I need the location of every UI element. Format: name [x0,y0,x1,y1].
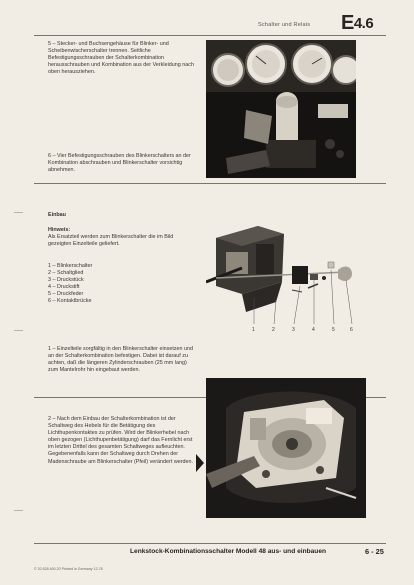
hint-title: Hinweis: [48,227,71,233]
install-step-2-text: 2 – Nach dem Einbau der Schalterkombination ist der Schaltweg des Hebels für die Betätigung des Lichthupenkontaktes zu prüfen. Wird der Blinkerhebel nach oben gezogen (Lichthupenbetätigung) darf das Fernlicht erst im letzten Drittel des gesamten Schaltweges aufleuchten. Gegebenenfalls kann der Schaltweg durch Drehen der Madenschraube am Blinkerschalter (Pfeil) verändert werden. [48,416,194,465]
photo-label: 1 [252,327,255,333]
parts-list-item: 5 – Druckfeder [48,291,84,298]
photo-label: 3 [292,327,295,333]
page-number: 6 - 25 [365,547,384,556]
footer-small-print: © 20.528.400.20 Printed in Germany 12.78 [34,567,103,571]
parts-list [48,263,198,306]
section-number: 4.6 [353,15,374,32]
photo-label: 2 [272,327,275,333]
step-6-text: 6 – Vier Befestigungsschrauben des Blinkerschalters an der Kombination abschrauben und Blinkerschalter vorsichtig abnehmen. [48,153,191,174]
parts-list-item: 4 – Druckstift [48,284,80,291]
photo-label: 6 [350,327,353,333]
footer-title: Lenkstock-Kombinationsschalter Modell 48 aus- und einbauen [130,548,327,555]
footer-rule [34,543,386,544]
parts-list-item: 6 – Kontaktbrücke [48,298,92,305]
section-letter: E [341,12,354,34]
punch-mark [14,510,23,511]
hint-text: Als Ersatzteil werden zum Blinkerschalter die im Bild gezeigten Einzelteile geliefert. [48,234,174,248]
install-step-1-text: 1 – Einzelteile sorgfältig in den Blinkerschalter einsetzen und an der Schalterkombination befestigen. Dabei ist darauf zu achten, daß die längeren Zylinderschrauben (25 mm lang) zum Mantelrohr hin eingebaut werden. [48,346,194,374]
photo-label: 4 [312,327,315,333]
photo-label: 5 [332,327,335,333]
parts-list-item: 2 – Schaltglied [48,270,84,277]
parts-list-item: 1 – Blinkerschalter [48,263,93,269]
section-code [341,12,373,35]
switch-install-photo [206,378,366,518]
parts-photo [206,214,362,336]
einbau-title: Einbau [48,212,66,218]
header-rule [34,35,386,36]
arrow-pointer-icon [196,454,204,472]
parts-list-item: 3 – Druckstück [48,277,84,284]
switch-install-illustration [206,378,366,518]
dashboard-photo [206,40,356,178]
step-5-text: 5 – Stecker- und Buchsengehäuse für Blinker- und Scheibenwischerschalter trennen. Seitliche Befestigungsschrauben der Schalterkombination herausschrauben und Kombination aus der Verkleidung nach oben herausziehen. [48,41,194,76]
divider-rule [34,183,386,184]
section-title: Schalter und Relais [258,22,311,28]
dashboard-illustration [206,40,356,178]
punch-mark [14,330,23,331]
punch-mark [14,212,23,213]
parts-illustration [206,214,362,336]
